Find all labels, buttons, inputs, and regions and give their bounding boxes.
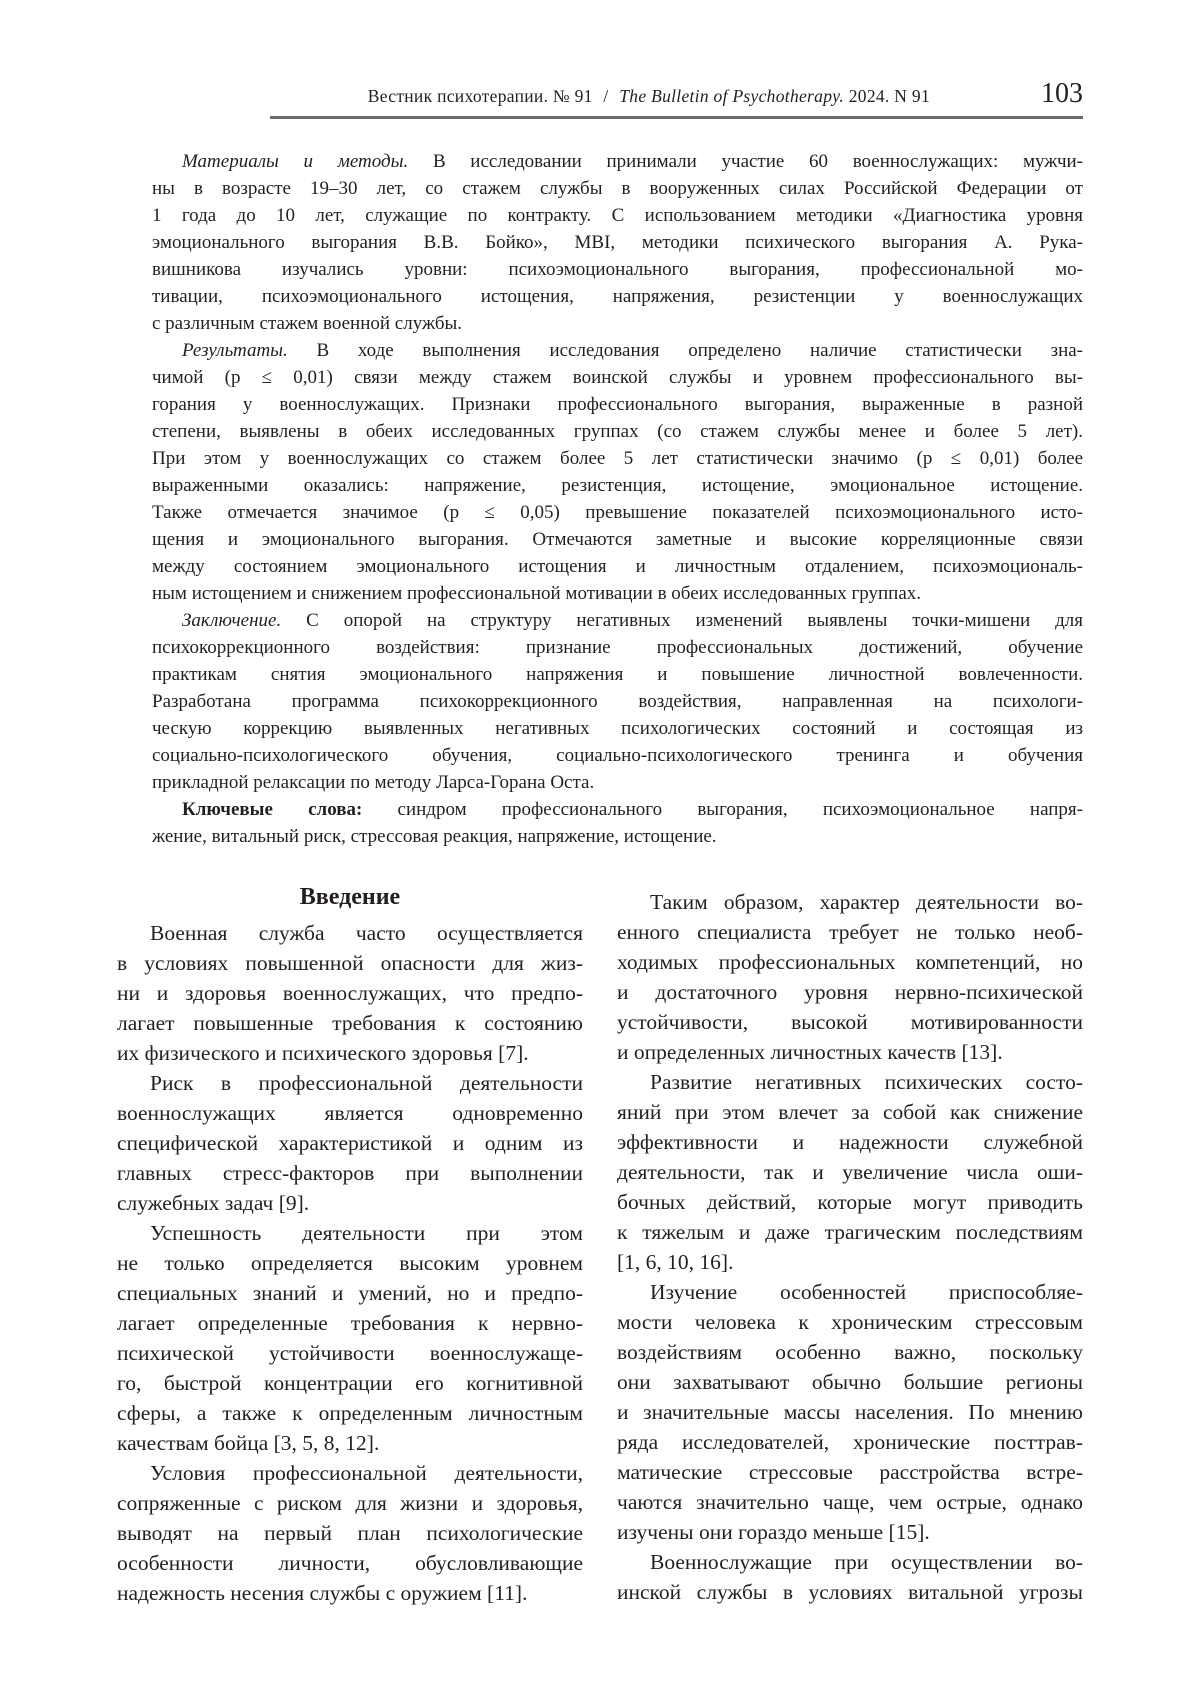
- abstract: [152, 148, 1083, 850]
- text-line: вишникова изучались уровни: психоэмоционального выгорания, профессиональной мо-: [152, 256, 1083, 283]
- text-line: специальных знаний и умений, но и предпо-: [117, 1278, 583, 1308]
- text-line: ным истощением и снижением профессиональной мотивации в обеих исследованных группах.: [152, 580, 1083, 607]
- text-line: Также отмечается значимое (p ≤ 0,05) превышение показателей психоэмоционального исто-: [152, 499, 1083, 526]
- body-paragraph: [617, 1067, 1083, 1277]
- text-line: особенности личности, обусловливающие: [117, 1548, 583, 1578]
- journal-year-issue: 2024. N 91: [849, 86, 930, 106]
- text-line: сферы, а также к определенным личностным: [117, 1398, 583, 1428]
- body-paragraph: [117, 1218, 583, 1458]
- text-line: психической устойчивости военнослужаще-: [117, 1338, 583, 1368]
- text-line: Военнослужащие при осуществлении во-: [617, 1547, 1083, 1577]
- abstract-paragraph: [152, 607, 1083, 796]
- text-line: социально-психологического обучения, социально-психологического тренинга и обучения: [152, 742, 1083, 769]
- paragraph-lead: Заключение.: [182, 610, 281, 631]
- running-header: [270, 86, 930, 107]
- text-line: специфической характеристикой и одним из: [117, 1128, 583, 1158]
- right-column: [617, 887, 1083, 1607]
- text-line: чимой (p ≤ 0,01) связи между стажем воинской службы и уровнем профессионального вы-: [152, 364, 1083, 391]
- text-line: изучены они гораздо меньше [15].: [617, 1517, 1083, 1547]
- text-line: и определенных личностных качеств [13].: [617, 1037, 1083, 1067]
- line-text: синдром профессионального выгорания, психоэмоциональное напря-: [398, 799, 1083, 820]
- text-line: ряда исследователей, хронические посттрав-: [617, 1427, 1083, 1457]
- text-line: психокоррекционного воздействия: признание профессиональных достижений, обучение: [152, 634, 1083, 661]
- text-line: не только определяется высоким уровнем: [117, 1248, 583, 1278]
- text-line: их физического и психического здоровья [7].: [117, 1038, 583, 1068]
- text-line: в условиях повышенной опасности для жиз-: [117, 948, 583, 978]
- text-line: прикладной релаксации по методу Ларса-Горана Оста.: [152, 769, 1083, 796]
- text-line: с различным стажем военной службы.: [152, 310, 1083, 337]
- text-line: выводят на первый план психологические: [117, 1518, 583, 1548]
- text-line: тивации, психоэмоционального истощения, напряжения, резистенции у военнослужащих: [152, 283, 1083, 310]
- text-line: 1 года до 10 лет, служащие по контракту. С использованием методики «Диагностика уровня: [152, 202, 1083, 229]
- text-line: матические стрессовые расстройства встре-: [617, 1457, 1083, 1487]
- text-line: ни и здоровья военнослужащих, что предпо-: [117, 978, 583, 1008]
- text-line: [152, 337, 1083, 364]
- body-paragraph: [617, 887, 1083, 1067]
- section-heading-introduction: Введение: [117, 880, 583, 914]
- text-line: Разработана программа психокоррекционного воздействия, направленная на психологи-: [152, 688, 1083, 715]
- text-line: инской службы в условиях витальной угрозы: [617, 1577, 1083, 1607]
- body-paragraph: [117, 1458, 583, 1608]
- text-line: Успешность деятельности при этом: [117, 1218, 583, 1248]
- text-line: служебных задач [9].: [117, 1188, 583, 1218]
- text-line: качествам бойца [3, 5, 8, 12].: [117, 1428, 583, 1458]
- text-line: щения и эмоционального выгорания. Отмечаются заметные и высокие корреляционные связи: [152, 526, 1083, 553]
- text-line: горания у военнослужащих. Признаки профессионального выгорания, выраженные в разной: [152, 391, 1083, 418]
- text-line: Изучение особенностей приспособляе-: [617, 1277, 1083, 1307]
- text-line: При этом у военнослужащих со стажем более 5 лет статистически значимо (p ≤ 0,01) более: [152, 445, 1083, 472]
- text-line: Условия профессиональной деятельности,: [117, 1458, 583, 1488]
- text-line: Риск в профессиональной деятельности: [117, 1068, 583, 1098]
- text-line: лагает определенные требования к нервно-: [117, 1308, 583, 1338]
- text-line: они захватывают обычно большие регионы: [617, 1367, 1083, 1397]
- line-text: С опорой на структуру негативных изменений выявлены точки-мишени для: [306, 610, 1083, 631]
- text-line: [1, 6, 10, 16].: [617, 1247, 1083, 1277]
- text-line: яний при этом влечет за собой как снижение: [617, 1097, 1083, 1127]
- text-line: Таким образом, характер деятельности во-: [617, 887, 1083, 917]
- body-paragraph: [117, 918, 583, 1068]
- text-line: устойчивости, высокой мотивированности: [617, 1007, 1083, 1037]
- page-number: 103: [1041, 78, 1083, 110]
- text-line: и значительные массы населения. По мнению: [617, 1397, 1083, 1427]
- text-line: [152, 607, 1083, 634]
- text-line: ческую коррекцию выявленных негативных психологических состояний и состоящая из: [152, 715, 1083, 742]
- body-paragraph: [117, 1068, 583, 1218]
- journal-title-en: The Bulletin of Psychotherapy.: [619, 86, 844, 106]
- text-line: чаются значительно чаще, чем острые, однако: [617, 1487, 1083, 1517]
- text-line: надежность несения службы с оружием [11].: [117, 1578, 583, 1608]
- abstract-paragraph: [152, 148, 1083, 337]
- text-line: ны в возрасте 19–30 лет, со стажем службы в вооруженных силах Российской Федерации от: [152, 175, 1083, 202]
- body-paragraph: [617, 1547, 1083, 1607]
- body-paragraph: [617, 1277, 1083, 1547]
- text-line: [152, 796, 1083, 823]
- text-line: степени, выявлены в обеих исследованных группах (со стажем службы менее и более 5 лет).: [152, 418, 1083, 445]
- text-line: выраженными оказались: напряжение, резистенция, истощение, эмоциональное истощение.: [152, 472, 1083, 499]
- header-separator: /: [603, 86, 608, 106]
- paragraph-lead: Материалы и методы.: [182, 151, 408, 172]
- text-line: главных стресс-факторов при выполнении: [117, 1158, 583, 1188]
- line-text: В ходе выполнения исследования определено наличие статистически зна-: [317, 340, 1084, 361]
- text-line: военнослужащих является одновременно: [117, 1098, 583, 1128]
- text-line: эффективности и надежности служебной: [617, 1127, 1083, 1157]
- text-line: сопряженные с риском для жизни и здоровья,: [117, 1488, 583, 1518]
- text-line: практикам снятия эмоционального напряжения и повышение личностной вовлеченности.: [152, 661, 1083, 688]
- text-line: [152, 148, 1083, 175]
- text-line: го, быстрой концентрации его когнитивной: [117, 1368, 583, 1398]
- left-column: [117, 918, 583, 1608]
- paragraph-lead: Результаты.: [182, 340, 288, 361]
- text-line: воздействиям особенно важно, поскольку: [617, 1337, 1083, 1367]
- text-line: мости человека к хроническим стрессовым: [617, 1307, 1083, 1337]
- header-rule: [270, 116, 1083, 119]
- text-line: лагает повышенные требования к состоянию: [117, 1008, 583, 1038]
- text-line: ходимых профессиональных компетенций, но: [617, 947, 1083, 977]
- text-line: деятельности, так и увеличение числа оши-: [617, 1157, 1083, 1187]
- journal-title-ru: Вестник психотерапии. № 91: [368, 86, 593, 106]
- text-line: бочных действий, которые могут приводить: [617, 1187, 1083, 1217]
- line-text: В исследовании принимали участие 60 военнослужащих: мужчи-: [433, 151, 1083, 172]
- text-line: к тяжелым и даже трагическим последствиям: [617, 1217, 1083, 1247]
- text-line: эмоционального выгорания В.В. Бойко», MBI, методики психического выгорания А. Рука-: [152, 229, 1083, 256]
- text-line: Развитие негативных психических состо-: [617, 1067, 1083, 1097]
- text-line: и достаточного уровня нервно-психической: [617, 977, 1083, 1007]
- text-line: между состоянием эмоционального истощения и личностным отдалением, психоэмоциональ-: [152, 553, 1083, 580]
- abstract-paragraph: [152, 337, 1083, 607]
- text-line: жение, витальный риск, стрессовая реакция, напряжение, истощение.: [152, 823, 1083, 850]
- paragraph-lead: Ключевые слова:: [182, 799, 362, 820]
- text-line: Военная служба часто осуществляется: [117, 918, 583, 948]
- abstract-paragraph: [152, 796, 1083, 850]
- text-line: енного специалиста требует не только необ-: [617, 917, 1083, 947]
